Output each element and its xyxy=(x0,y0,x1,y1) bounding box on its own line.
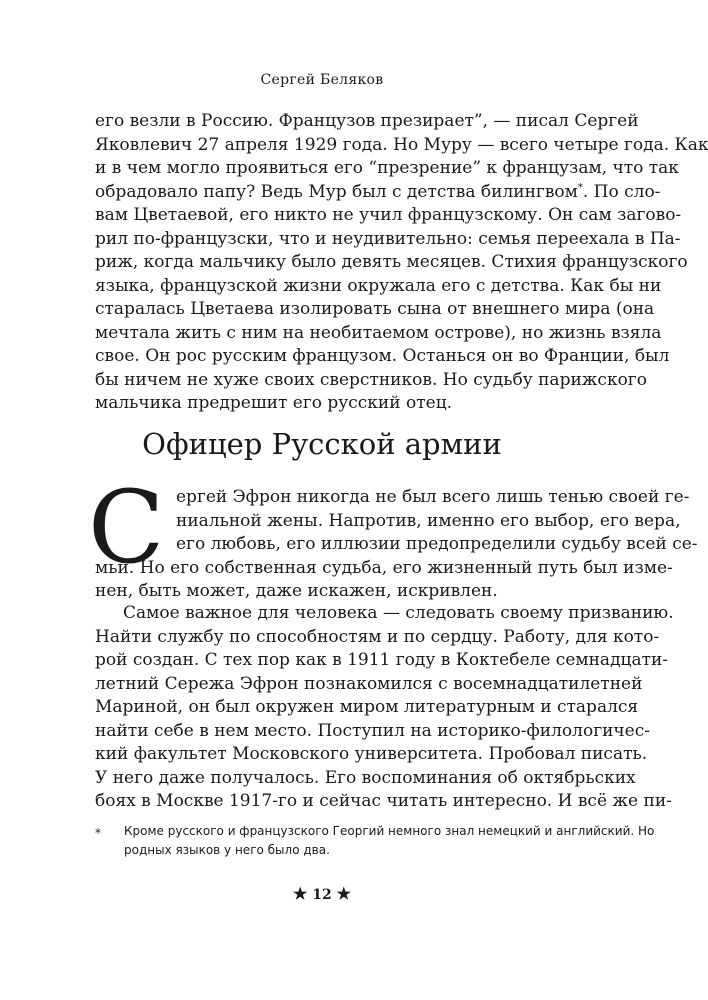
text-line-part: . По сло- xyxy=(582,181,661,202)
text-line: кий факультет Московского университета. Пробовал писать. xyxy=(95,744,648,764)
text-line: его везли в Россию. Французов презирает”, — писал Сергей xyxy=(95,111,639,131)
text-line-part: обрадовало папу? Ведь Мур был с детства билингвом xyxy=(95,181,578,202)
text-line: риж, когда мальчику было девять месяцев. Стихия французского xyxy=(95,252,688,272)
text-line: найти себе в нем место. Поступил на историко-филологичес- xyxy=(95,720,650,741)
text-line: и в чем могло проявиться его “презрение” к французам, что так xyxy=(95,158,679,178)
text-line: ергей Эфрон никогда не был всего лишь тенью своей ге- xyxy=(176,487,690,507)
text-line: У него даже получалось. Его воспоминания об октябрьских xyxy=(95,767,636,788)
text-line: его любовь, его иллюзии предопределили судьбу всей се- xyxy=(176,534,698,554)
text-line: рил по-французски, что и неудивительно: семья переехала в Па- xyxy=(95,228,681,249)
star-icon: ★ xyxy=(293,884,308,903)
drop-cap: С xyxy=(88,469,165,586)
text-line: бы ничем не хуже своих сверстников. Но судьбу парижского xyxy=(95,369,647,390)
text-line: нен, быть может, даже искажен, искривлен. xyxy=(95,581,498,601)
text-line: летний Сережа Эфрон познакомился с восемнадцатилетней xyxy=(95,673,643,694)
page-number xyxy=(0,884,644,903)
footnote-reference: * xyxy=(577,181,583,193)
footnote-line: родных языков у него было два. xyxy=(124,843,330,857)
footnote-marker: * xyxy=(95,826,101,840)
text-line: вам Цветаевой, его никто не учил французскому. Он сам загово- xyxy=(95,205,682,225)
text-line: Яковлевич 27 апреля 1929 года. Но Муру — всего четыре года. Как xyxy=(95,134,708,155)
text-line: Найти службу по способностям и по сердцу. Работу, для кото- xyxy=(95,626,660,647)
footnote-line: Кроме русского и французского Георгий немного знал немецкий и английский. Но xyxy=(124,824,655,838)
running-header: Сергей Беляков xyxy=(260,72,384,88)
text-line: рой создан. С тех пор как в 1911 году в Коктебеле семнадцати- xyxy=(95,650,669,670)
text-line: Мариной, он был окружен миром литературным и старался xyxy=(95,697,639,717)
text-line: Самое важное для человека — следовать своему призванию. xyxy=(123,603,674,623)
text-line xyxy=(95,179,661,205)
text-line: боях в Москве 1917-го и сейчас читать интересно. И всё же пи- xyxy=(95,791,672,811)
text-line: старалась Цветаева изолировать сына от внешнего мира (она xyxy=(95,299,655,319)
text-line: мечтала жить с ним на необитаемом острове), но жизнь взяла xyxy=(95,322,662,343)
page-number-value: 12 xyxy=(312,887,332,903)
text-line: мальчика предрешит его русский отец. xyxy=(95,393,453,413)
text-line: языка, французской жизни окружала его с детства. Как бы ни xyxy=(95,275,662,296)
text-line: свое. Он рос русским французом. Останься он во Франции, был xyxy=(95,346,670,366)
text-line: мьи. Но его собственная судьба, его жизненный путь был изме- xyxy=(95,557,673,578)
text-line: ниальной жены. Напротив, именно его выбор, его вера, xyxy=(176,510,681,531)
star-icon: ★ xyxy=(336,884,351,903)
section-heading: Офицер Русской армии xyxy=(142,427,502,461)
